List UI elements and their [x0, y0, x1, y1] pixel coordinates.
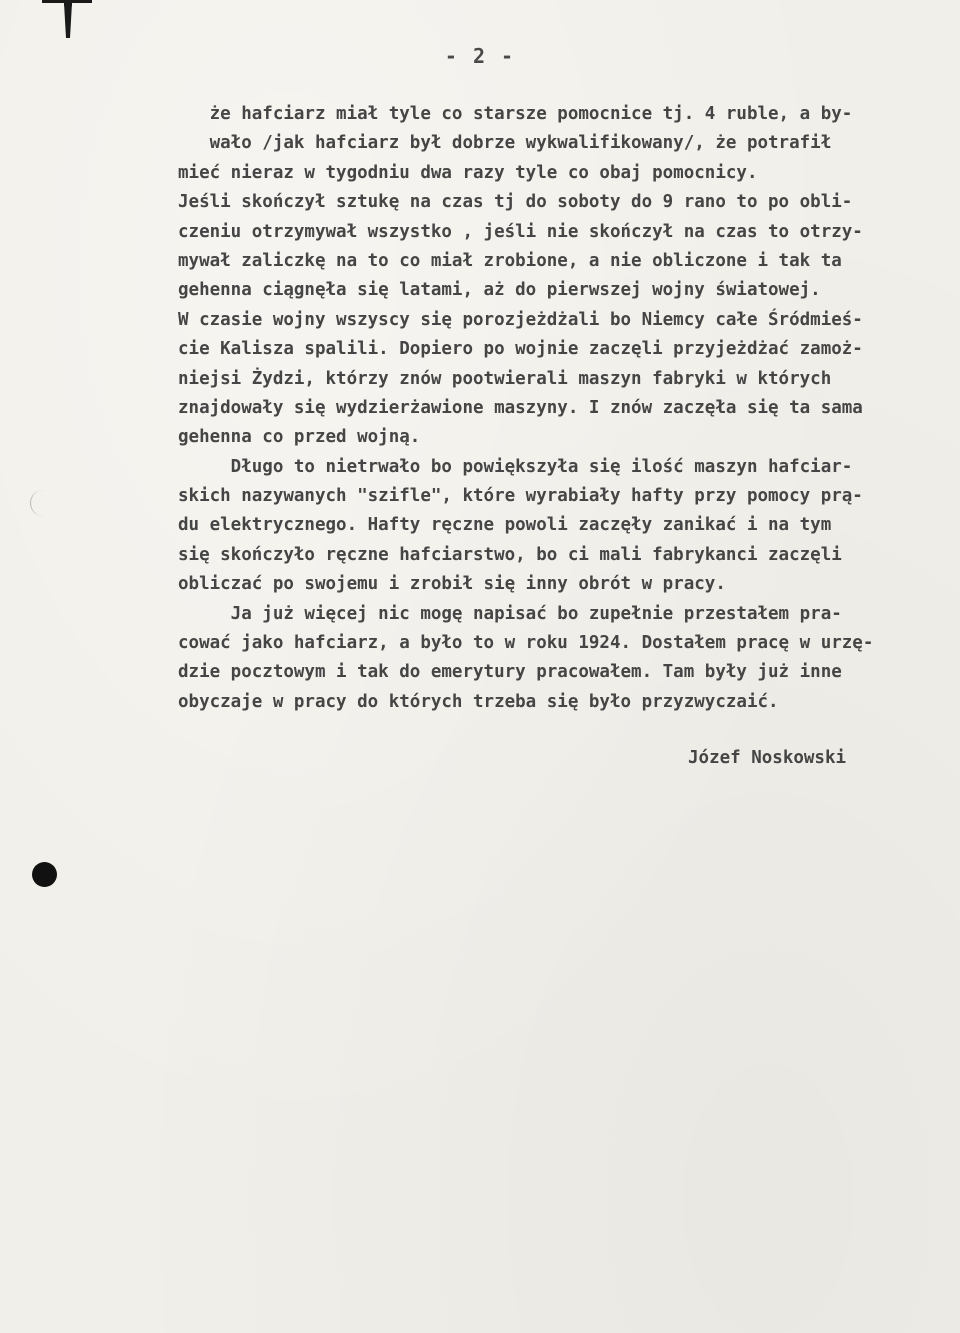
text-line: mywał zaliczkę na to co miał zrobione, a nie obliczone i tak ta [178, 250, 842, 271]
text-line: znajdowały się wydzierżawione maszyny. I znów zaczęła się ta sama [178, 397, 863, 418]
text-line: Ja już więcej nic mogę napisać bo zupełnie przestałem pra- [178, 603, 842, 624]
text-line: gehenna co przed wojną. [178, 427, 421, 448]
text-line: czeniu otrzymywał wszystko , jeśli nie skończył na czas to otrzy- [178, 221, 863, 242]
text-line: się skończyło ręczne hafciarstwo, bo ci mali fabrykanci zaczęli [178, 544, 842, 565]
text-line: cować jako hafciarz, a było to w roku 1924. Dostałem pracę w urzę- [178, 633, 874, 654]
text-line: du elektrycznego. Hafty ręczne powoli zaczęły zanikać i na tym [178, 515, 832, 536]
text-line: Długo to nietrwało bo powiększyła się ilość maszyn hafciar- [178, 456, 853, 477]
body-text [178, 100, 960, 717]
page-number: - 2 - [444, 44, 516, 68]
author-signature: Józef Noskowski [688, 748, 847, 768]
text-line: obyczaje w pracy do których trzeba się było przyzwyczaić. [178, 691, 779, 712]
corner-fold-mark [42, 0, 92, 40]
text-line: mieć nieraz w tygodniu dwa razy tyle co obaj pomocnicy. [178, 162, 758, 183]
text-line: że hafciarz miał tyle co starsze pomocnice tj. 4 ruble, a by- [178, 104, 853, 124]
text-line: gehenna ciągnęła się latami, aż do pierwszej wojny światowej. [178, 280, 821, 301]
text-line: niejsi Żydzi, którzy znów pootwierali maszyn fabryki w których [178, 368, 832, 389]
text-line: wało /jak hafciarz był dobrze wykwalifikowany/, że potrafił [178, 133, 832, 154]
margin-pencil-mark [30, 490, 45, 516]
text-line: W czasie wojny wszyscy się porozjeżdżali bo Niemcy całe Śródmieś- [178, 309, 863, 330]
text-line: dzie pocztowym i tak do emerytury pracowałem. Tam były już inne [178, 662, 842, 683]
text-line: obliczać po swojemu i zrobił się inny obrót w pracy. [178, 574, 726, 595]
text-line: Jeśli skończył sztukę na czas tj do soboty do 9 rano to po obli- [178, 192, 853, 213]
text-line: skich nazywanych "szifle", które wyrabiały hafty przy pomocy prą- [178, 486, 863, 507]
text-line: cie Kalisza spalili. Dopiero po wojnie zaczęli przyjeżdżać zamoż- [178, 339, 863, 360]
punch-hole [32, 862, 57, 887]
